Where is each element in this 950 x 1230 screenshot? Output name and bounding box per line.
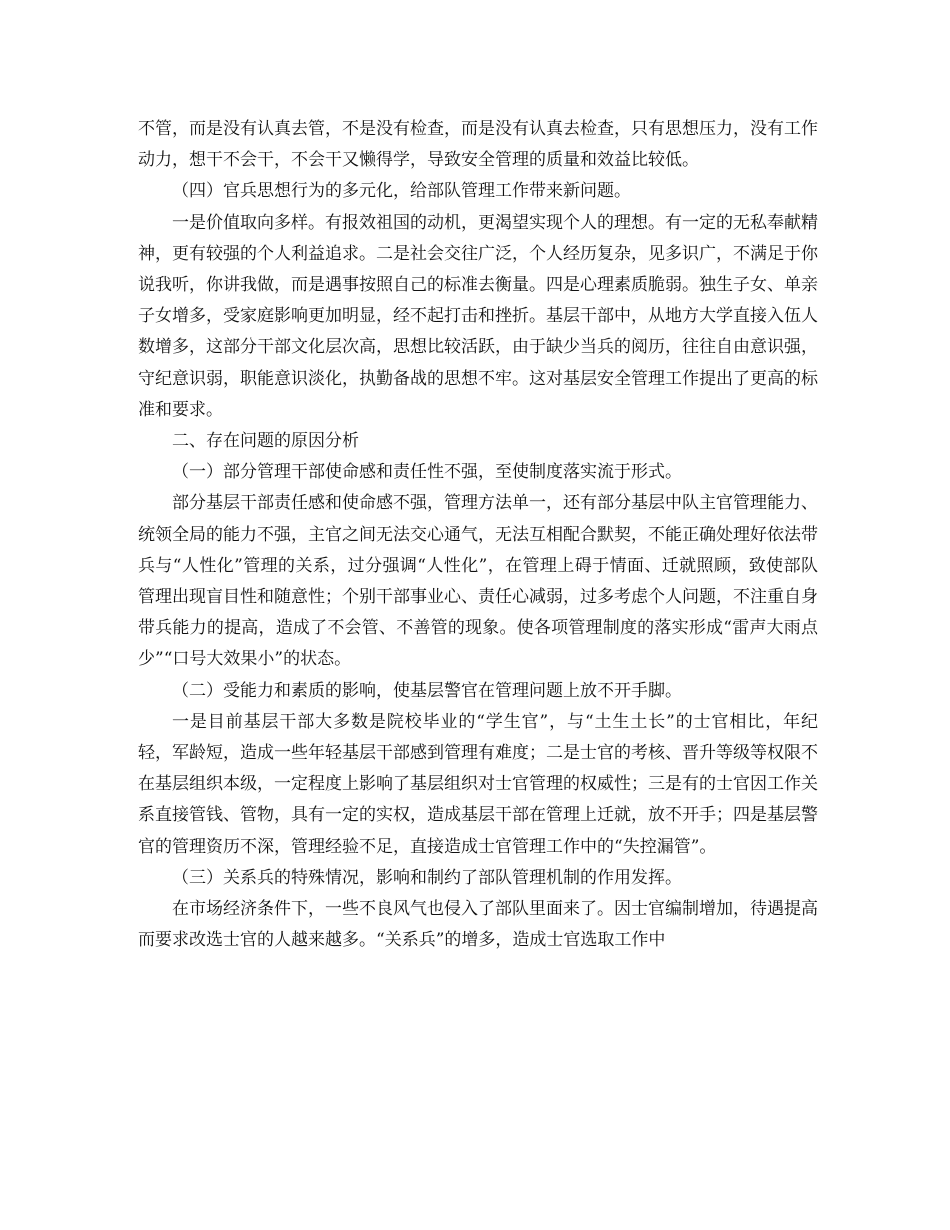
paragraph-value-orientation: 一是价值取向多样。有报效祖国的动机，更渴望实现个人的理想。有一定的无私奉献精神，更有较强的个人利益追求。二是社会交往广泛，个人经历复杂，见多识广，不满足于你说我听，你讲我做，而是遇事按照自己的标准去衡量。四是心理素质脆弱。独生子女、单亲子女增多，受家庭影响更加明显，经不起打击和挫折。基层干部中，从地方大学直接入伍人数增多，这部分干部文化层次高，思想比较活跃，由于缺少当兵的阅历，往往自由意识强，守纪意识弱，职能意识淡化，执勤备战的思想不牢。这对基层安全管理工作提出了更高的标准和要求。 xyxy=(138,212,818,420)
subheading-1: （一）部分管理干部使命感和责任性不强，至使制度落实流于形式。 xyxy=(172,462,682,483)
subheading-3: （三）关系兵的特殊情况，影响和制约了部队管理机制的作用发挥。 xyxy=(172,867,682,888)
paragraph-market-economy: 在市场经济条件下，一些不良风气也侵入了部队里面来了。因士官编制增加，待遇提高而要求改选士官的人越来越多。“关系兵”的增多，造成士官选取工作中 xyxy=(138,899,818,951)
section-heading-2: 二、存在问题的原因分析 xyxy=(172,431,359,452)
paragraph-student-officers: 一是目前基层干部大多数是院校毕业的“学生官”，与“土生土长”的士官相比，年纪轻，军龄短，造成一些年轻基层干部感到管理有难度；二是士官的考核、晋升等级等权限不在基层组织本级，一定程度上影响了基层组织对士官管理的权威性；三是有的士官因工作关系直接管钱、管物，具有一定的实权，造成基层干部在管理上迁就，放不开手；四是基层警官的管理资历不深，管理经验不足，直接造成士官管理工作中的“失控漏管”。 xyxy=(138,711,818,857)
paragraph-responsibility: 部分基层干部责任感和使命感不强，管理方法单一，还有部分基层中队主官管理能力、统领全局的能力不强，主官之间无法交心通气，无法互相配合默契，不能正确处理好依法带兵与“人性化”管理的关系，过分强调“人性化”，在管理上碍于情面、迁就照顾，致使部队管理出现盲目性和随意性；个别干部事业心、责任心减弱，过多考虑个人问题，不注重自身带兵能力的提高，造成了不会管、不善管的现象。使各项管理制度的落实形成“雷声大雨点少”“口号大效果小”的状态。 xyxy=(138,493,818,670)
subheading-4: （四）官兵思想行为的多元化，给部队管理工作带来新问题。 xyxy=(172,181,631,202)
subheading-2: （二）受能力和素质的影响，使基层警官在管理问题上放不开手脚。 xyxy=(172,680,682,701)
paragraph-continuation: 不管，而是没有认真去管，不是没有检查，而是没有认真去检查，只有思想压力，没有工作动力，想干不会干，不会干又懒得学，导致安全管理的质量和效益比较低。 xyxy=(138,119,818,171)
document-body xyxy=(138,114,818,956)
